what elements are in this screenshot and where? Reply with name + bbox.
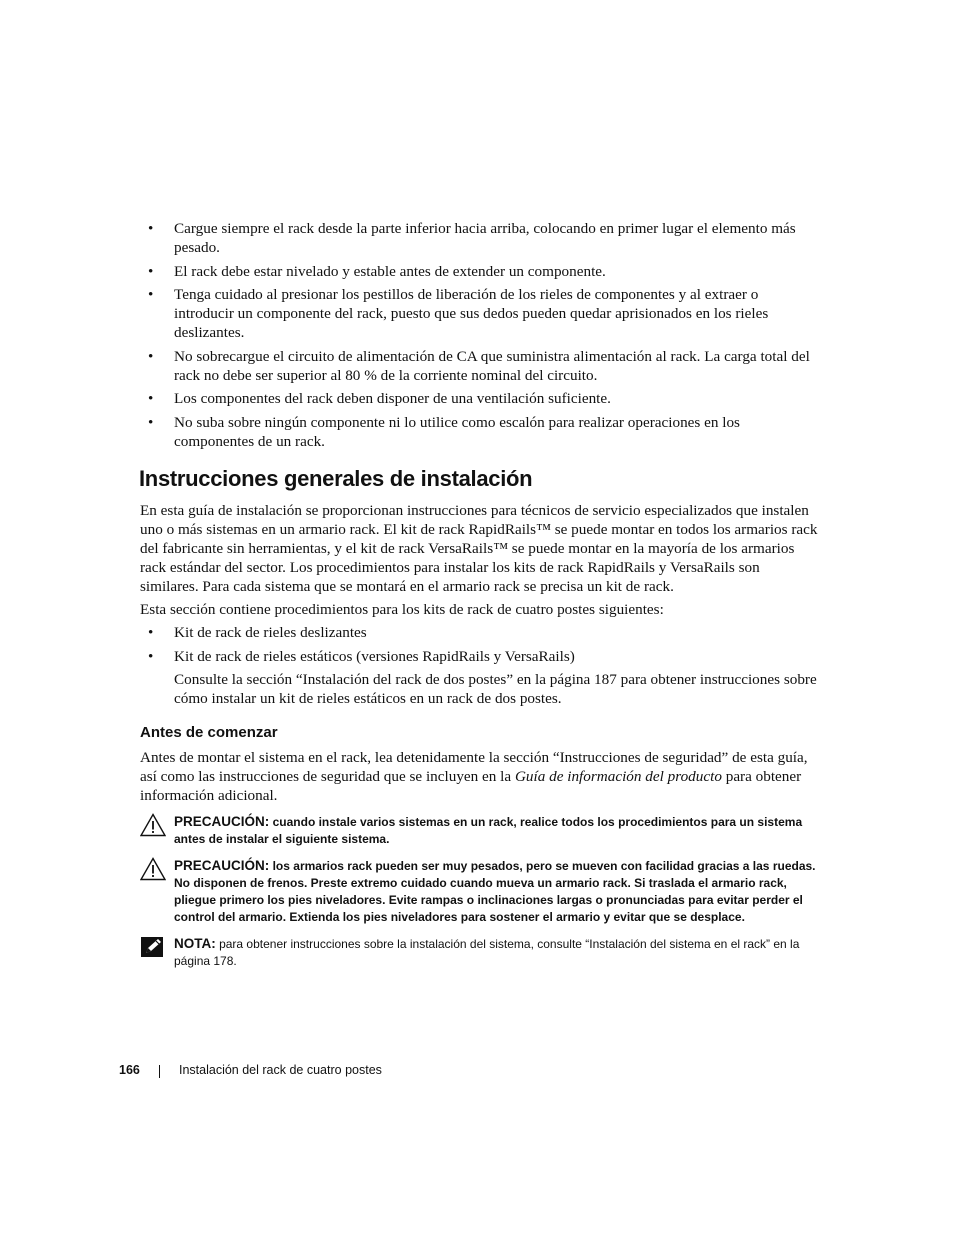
bullet-icon: • bbox=[148, 347, 154, 365]
warning-triangle-icon bbox=[140, 857, 166, 881]
list-item bbox=[140, 413, 820, 451]
bullet-icon: • bbox=[148, 624, 154, 641]
list-item-text: No suba sobre ningún componente ni lo utilice como escalón para realizar operaciones en los componentes de un rack. bbox=[174, 413, 740, 450]
before-text-b: para obtener información adicional. bbox=[140, 768, 802, 804]
list-item-text: Kit de rack de rieles deslizantes bbox=[174, 624, 367, 641]
page-number: 166 bbox=[119, 1063, 140, 1077]
footer-divider bbox=[159, 1065, 160, 1078]
caution-label: PRECAUCIÓN: bbox=[174, 814, 270, 829]
before-paragraph bbox=[140, 748, 820, 805]
bullet-icon: • bbox=[148, 262, 154, 280]
list-item-text: No sobrecargue el circuito de alimentación de CA que suministra alimentación al rack. La carga total del rack no debe ser superior al 80 % de la corriente nominal del circuito. bbox=[174, 347, 810, 384]
list-item-text: Kit de rack de rieles estáticos (versiones RapidRails y VersaRails) bbox=[174, 647, 575, 665]
caution-notice bbox=[140, 813, 820, 848]
list-item bbox=[140, 285, 820, 342]
bullet-icon: • bbox=[148, 647, 154, 665]
section-heading: Instrucciones generales de instalación bbox=[139, 466, 533, 491]
list-item bbox=[140, 347, 820, 385]
list-item-text: Tenga cuidado al presionar los pestillos de liberación de los rieles de componentes y al extraer o introducir un componente del rack, puesto que sus dedos pueden quedar aprisionados en los rieles deslizantes. bbox=[174, 286, 769, 341]
kit-bullet-list bbox=[140, 623, 820, 670]
warning-triangle-icon bbox=[140, 813, 166, 837]
list-item-text: El rack debe estar nivelado y estable antes de extender un componente. bbox=[174, 262, 606, 280]
section-paragraph: Esta sección contiene procedimientos para los kits de rack de cuatro postes siguientes: bbox=[140, 601, 664, 618]
list-item bbox=[140, 623, 820, 642]
bullet-icon: • bbox=[148, 390, 154, 407]
cross-reference-paragraph: Consulte la sección “Instalación del rack de dos postes” en la página 187 para obtener instrucciones sobre cómo instalar un kit de rieles estáticos en un rack de dos postes. bbox=[174, 671, 817, 707]
caution-text: los armarios rack pueden ser muy pesados, pero se mueven con facilidad gracias a las ruedas. No disponen de frenos. Preste extremo cuidado cuando mueva un armario rack. Si traslada el armario rack, pliegue primero los pies niveladores. Evite rampas o inclinaciones largas o pronunciadas para evitar perder el control del armario. Extienda los pies niveladores para sostener el armario y evitar que se desplace. bbox=[174, 859, 816, 924]
list-item bbox=[140, 389, 820, 408]
product-guide-title: Guía de información del producto bbox=[514, 768, 722, 785]
list-item bbox=[140, 262, 820, 281]
safety-bullet-list bbox=[140, 219, 820, 455]
subsection-heading: Antes de comenzar bbox=[140, 724, 278, 741]
intro-paragraph: En esta guía de instalación se proporcionan instrucciones para técnicos de servicio especializados que instalen uno o más sistemas en un armario rack. El kit de rack RapidRails™ se puede montar en todos los armarios rack del fabricante sin herramientas, y el kit de rack VersaRails™ se puede montar en la mayoría de los armarios rack estándar del sector. Los procedimientos para instalar los kits de rack RapidRails y VersaRails son similares. Para cada sistema que se montará en el armario rack se precisa un kit de rack. bbox=[140, 502, 818, 595]
pencil-note-icon bbox=[140, 935, 166, 959]
caution-text: cuando instale varios sistemas en un rack, realice todos los procedimientos para un sistema antes de instalar el siguiente sistema. bbox=[174, 815, 803, 846]
before-text-a: Antes de montar el sistema en el rack, lea detenidamente la sección “Instrucciones de seguridad” de esta guía, así como las instrucciones de seguridad que se incluyen en la bbox=[140, 749, 808, 785]
bullet-icon: • bbox=[148, 413, 154, 431]
bullet-icon: • bbox=[148, 286, 154, 303]
caution-notice bbox=[140, 857, 820, 926]
list-item-text: Los componentes del rack deben disponer de una ventilación suficiente. bbox=[174, 390, 611, 407]
bullet-icon: • bbox=[148, 220, 154, 237]
note-label: NOTA: bbox=[174, 936, 216, 951]
chapter-title: Instalación del rack de cuatro postes bbox=[179, 1063, 382, 1077]
note-text: para obtener instrucciones sobre la instalación del sistema, consulte “Instalación del sistema en el rack” en la página 178. bbox=[174, 937, 800, 968]
list-item bbox=[140, 647, 820, 666]
caution-label: PRECAUCIÓN: bbox=[174, 858, 270, 873]
list-item bbox=[140, 219, 820, 257]
list-item-text: Cargue siempre el rack desde la parte inferior hacia arriba, colocando en primer lugar el elemento más pesado. bbox=[174, 220, 796, 256]
note-notice bbox=[140, 935, 820, 970]
